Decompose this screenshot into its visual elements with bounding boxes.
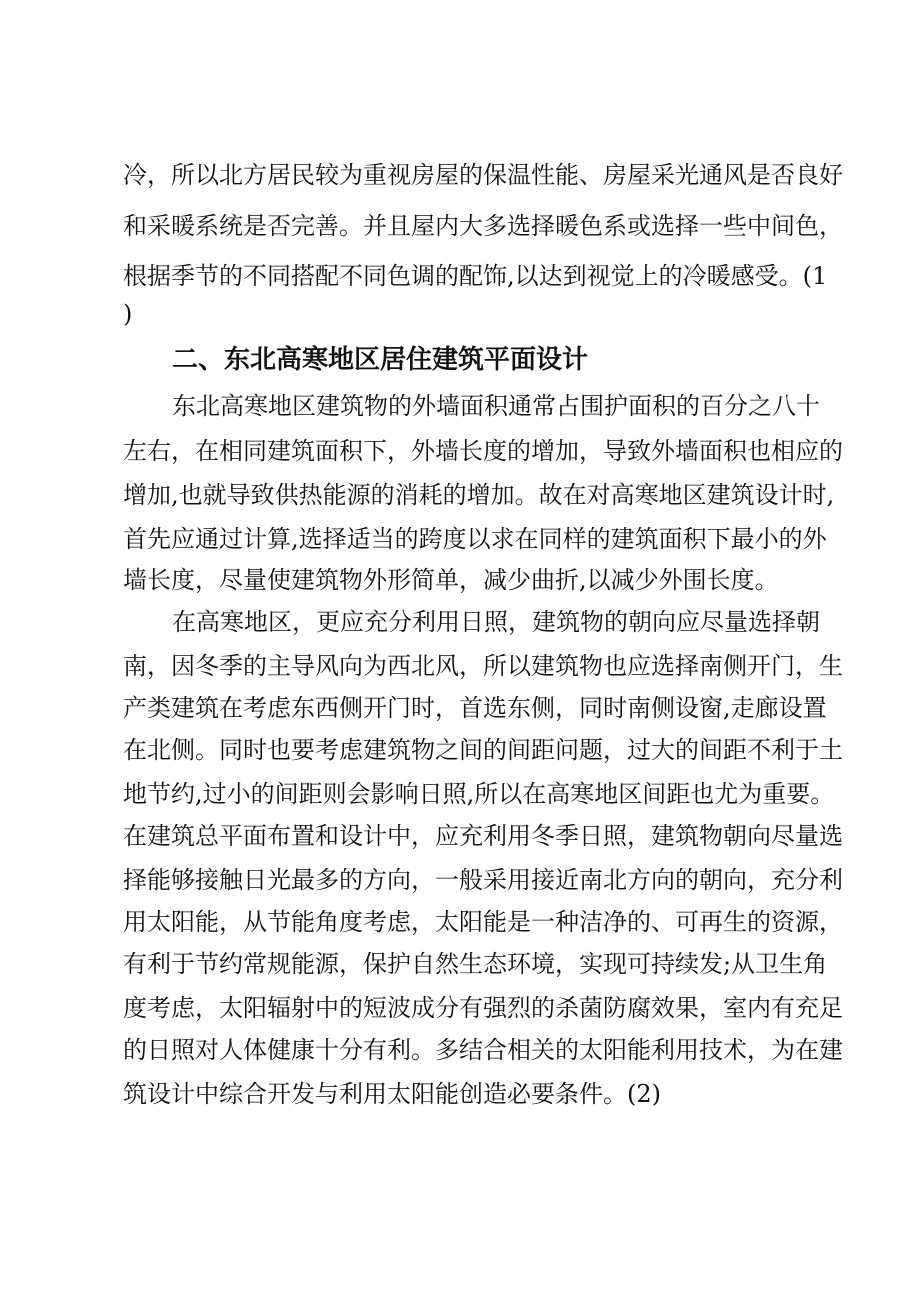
text-line: 在北侧。同时也要考虑建筑物之间的间距问题，过大的间距不利于土 <box>123 736 843 764</box>
text-line: 墙长度，尽量使建筑物外形简单，减少曲折,以减少外围长度。 <box>123 566 779 594</box>
text-line: 左右，在相同建筑面积下，外墙长度的增加，导致外墙面积也相应的 <box>123 437 843 465</box>
text-line: 用太阳能，从节能角度考虑，太阳能是一种洁净的、可再生的资源， <box>123 908 843 936</box>
text-line: 增加,也就导致供热能源的消耗的增加。故在对高寒地区建筑设计时, <box>123 481 835 509</box>
text-line: 在高寒地区，更应充分利用日照，建筑物的朝向应尽量选择朝 <box>172 608 820 636</box>
text-line: 东北高寒地区建筑物的外墙面积通常占围护面积的百分之八十 <box>172 392 820 420</box>
text-line: 择能够接触日光最多的方向，一般采用接近南北方向的朝向，充分利 <box>123 866 843 894</box>
text-line: 的日照对人体健康十分有利。多结合相关的太阳能利用技术，为在建 <box>123 1036 843 1064</box>
text-line: 首先应通过计算,选择适当的跨度以求在同样的建筑面积下最小的外 <box>123 525 827 553</box>
text-line: 筑设计中综合开发与利用太阳能创造必要条件。(2) <box>123 1080 661 1108</box>
text-line: 南，因冬季的主导风向为西北风，所以建筑物也应选择南侧开门，生 <box>123 652 843 680</box>
text-line: 在建筑总平面布置和设计中，应充利用冬季日照，建筑物朝向尽量选 <box>123 822 843 850</box>
text-line: 冷，所以北方居民较为重视房屋的保温性能、房屋采光通风是否良好 <box>123 161 843 189</box>
text-line: 有利于节约常规能源，保护自然生态环境，实现可持续发;从卫生角 <box>123 950 828 978</box>
text-line: ) <box>123 300 133 328</box>
text-line: 度考虑，太阳辐射中的短波成分有强烈的杀菌防腐效果，室内有充足 <box>123 994 843 1022</box>
text-line: 产类建筑在考虑东西侧开门时，首选东侧，同时南侧设窗,走廊设置 <box>123 694 827 722</box>
text-line: 根据季节的不同搭配不同色调的配饰,以达到视觉上的冷暖感受。(1 <box>123 262 828 290</box>
text-line: 和采暖系统是否完善。并且屋内大多选择暖色系或选择一些中间色， <box>123 212 843 240</box>
section-heading: 二、东北高寒地区居住建筑平面设计 <box>172 345 589 375</box>
text-line: 地节约,过小的间距则会影响日照,所以在高寒地区间距也尤为重要。 <box>123 780 835 808</box>
